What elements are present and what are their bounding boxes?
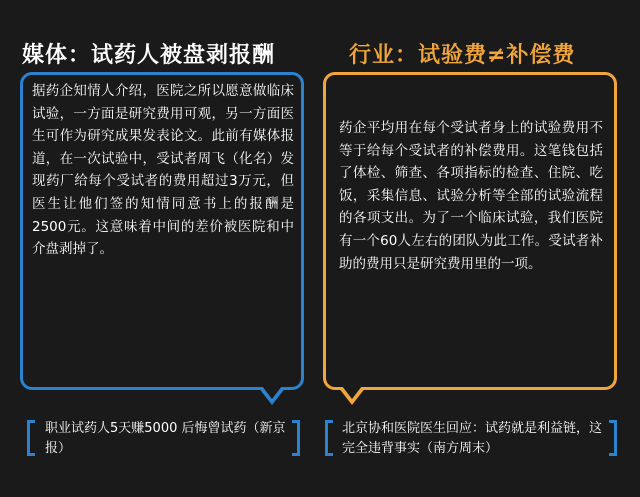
- right-source-bracket-open: [325, 420, 333, 456]
- left-source-bracket-close: [292, 420, 300, 456]
- left-body-text: 据药企知情人介绍，医院之所以愿意做临床试验，一方面是研究费用可观，另一方面医生可作为研究成果发表论文。此前有媒体报道，在一次试验中，受试者周飞（化名）发现药厂给每个受试者的费用超过3万元，但医生让他们签的知情同意书上的报酬是2500元。这意味着中间的差价被医院和中介盘剥掉了。: [32, 83, 294, 258]
- right-bubble-tail-inner: [342, 386, 362, 399]
- right-title: 行业：试验费≠补偿费: [349, 43, 576, 68]
- left-bubble-tail-inner: [262, 386, 282, 399]
- right-source-caption: 北京协和医院医生回应：试药就是利益链，这完全违背事实（南方周末）: [342, 421, 603, 456]
- left-source-bracket-open: [27, 420, 35, 456]
- left-source-caption: 职业试药人5天赚5000 后悔曾试药（新京报）: [45, 421, 286, 456]
- left-title: 媒体：试药人被盘剥报酬: [22, 43, 276, 68]
- right-source-bracket-close: [609, 420, 617, 456]
- right-body-text: 药企平均用在每个受试者身上的试验费用不等于给每个受试者的补偿费用。这笔钱包括了体检、筛查、各项指标的检查、住院、吃饭，采集信息、试验分析等全部的试验流程的各项支出。为了一个临床试验，我们医院有一个60人左右的团队为此工作。受试者补助的费用只是研究费用里的一项。: [339, 120, 603, 272]
